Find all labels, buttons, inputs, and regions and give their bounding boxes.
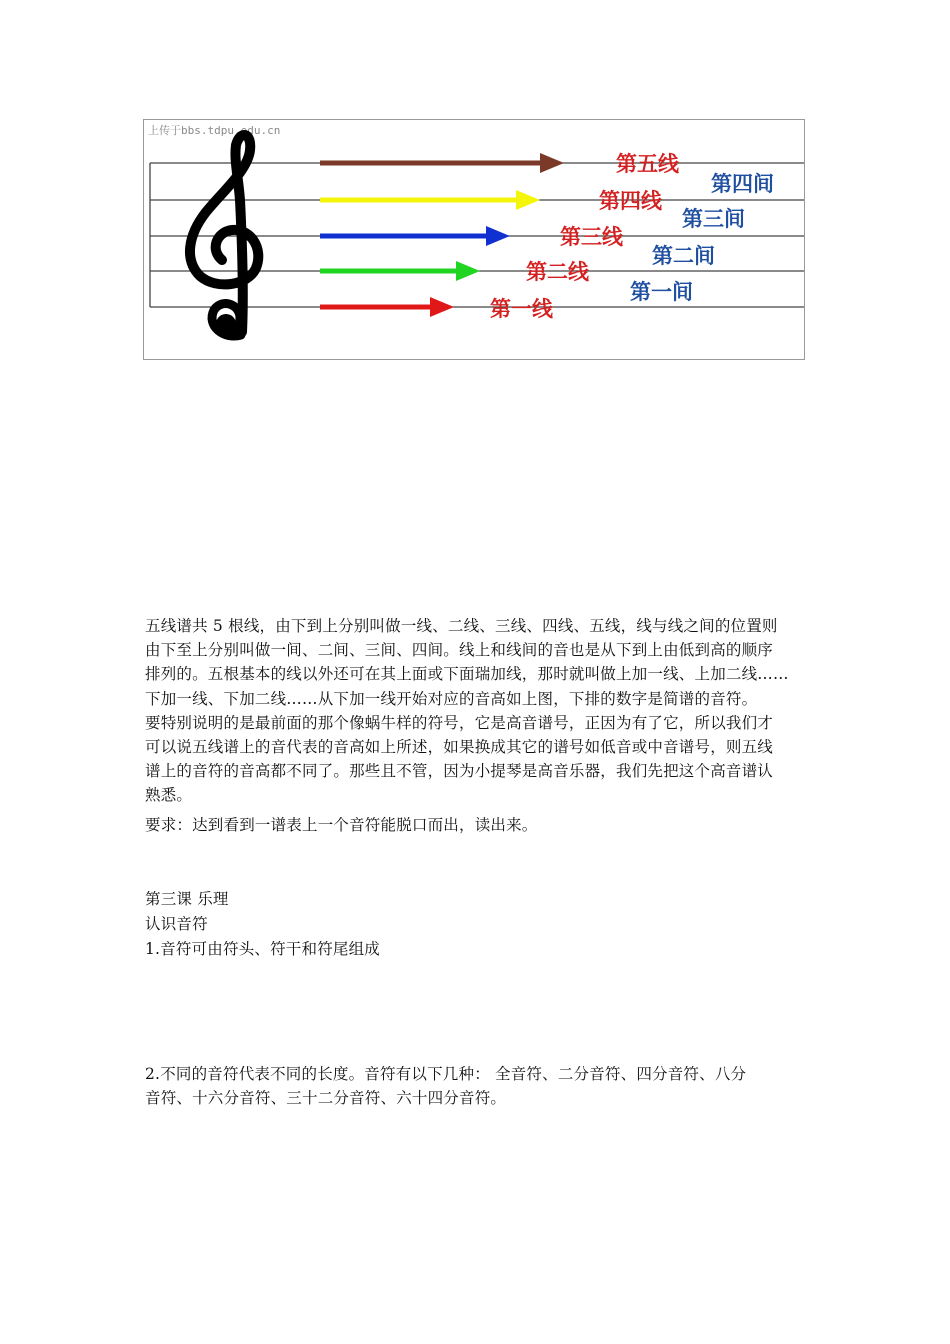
arrow-head-1 xyxy=(430,297,454,317)
text-line: 由下至上分别叫做一间、二间、三间、四间。线上和线间的音也是从下到上由低到高的顺序 xyxy=(145,641,774,660)
text-line: 可以说五线谱上的音代表的音高如上所述，如果换成其它的谱号如低音或中音谱号，则五线 xyxy=(145,738,774,757)
arrow-head-4 xyxy=(516,190,540,210)
text-line: 音符、十六分音符、三十二分音符、六十四分音符。 xyxy=(145,1089,507,1108)
label-space-1: 第一间 xyxy=(630,280,693,304)
label-space-4: 第四间 xyxy=(711,172,774,196)
text-line: 排列的。五根基本的线以外还可在其上面或下面瑞加线，那时就叫做上加一线、上加二线…… xyxy=(145,665,789,684)
requirement-text: 要求：达到看到一谱表上一个音符能脱口而出，读出来。 xyxy=(145,816,538,834)
label-line-2: 第二线 xyxy=(526,260,589,284)
label-space-3: 第三间 xyxy=(682,207,745,231)
watermark-text: 上传于bbs.tdpu.edu.cn xyxy=(148,124,281,137)
staff-diagram xyxy=(143,119,805,360)
staff-explanation-paragraph xyxy=(145,614,809,808)
label-space-2: 第二间 xyxy=(652,244,715,268)
text-line: 2.不同的音符代表不同的长度。音符有以下几种： 全音符、二分音符、四分音符、八分 xyxy=(145,1065,747,1083)
text-line: 要特别说明的是最前面的那个像蜗牛样的符号，它是高音谱号，正因为有了它，所以我们才 xyxy=(145,713,774,732)
lesson-heading: 第三课 乐理 xyxy=(145,890,229,908)
label-line-1: 第一线 xyxy=(490,297,553,321)
section-heading: 认识音符 xyxy=(145,915,208,933)
line-arrows xyxy=(320,153,564,317)
note-types-paragraph xyxy=(145,1062,809,1110)
arrow-head-5 xyxy=(540,153,564,173)
text-line: 五线谱共 5 根线，由下到上分别叫做一线、二线、三线、四线、五线，线与线之间的位置则 xyxy=(145,617,778,635)
label-line-4: 第四线 xyxy=(599,189,662,213)
arrow-head-3 xyxy=(486,226,510,246)
arrow-head-2 xyxy=(456,261,480,281)
text-line: 下加一线、下加二线……从下加一线开始对应的音高如上图，下排的数字是简谱的音符。 xyxy=(145,689,758,708)
label-line-3: 第三线 xyxy=(560,225,623,249)
note-parts-text: 1.音符可由符头、符干和符尾组成 xyxy=(145,940,380,958)
label-line-5: 第五线 xyxy=(616,152,679,176)
text-line: 熟悉。 xyxy=(145,786,193,805)
text-line: 谱上的音符的音高都不同了。那些且不管，因为小提琴是高音乐器，我们先把这个高音谱认 xyxy=(145,762,774,781)
